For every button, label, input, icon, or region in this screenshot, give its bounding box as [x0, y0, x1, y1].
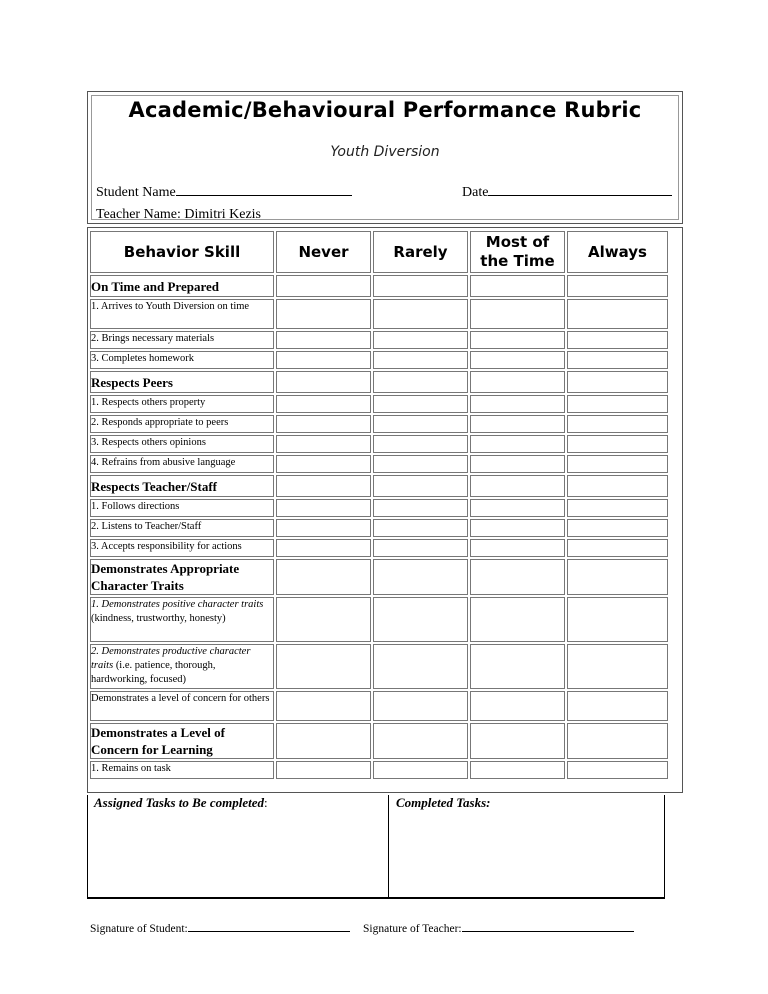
section-title: On Time and Prepared [90, 275, 274, 297]
rating-cell[interactable] [373, 331, 468, 349]
col-header-most: Most of the Time [470, 231, 565, 273]
rating-cell[interactable] [276, 723, 371, 759]
rating-cell[interactable] [567, 395, 668, 413]
skill-item-detail: Demonstrates a level of concern for others [91, 693, 270, 704]
rating-cell[interactable] [470, 415, 565, 433]
table-row [90, 644, 668, 689]
rating-cell[interactable] [470, 539, 565, 557]
table-row [90, 415, 668, 433]
skill-item [90, 597, 274, 642]
rating-cell[interactable] [276, 499, 371, 517]
rating-cell[interactable] [567, 371, 668, 393]
tasks-divider [388, 795, 389, 897]
section-row [90, 559, 668, 595]
assigned-tasks-label [94, 795, 268, 811]
rating-cell[interactable] [276, 761, 371, 779]
rating-cell[interactable] [470, 559, 565, 595]
date-line[interactable] [488, 182, 672, 196]
table-row [90, 395, 668, 413]
table-row [90, 597, 668, 642]
skill-item: 1. Respects others property [90, 395, 274, 413]
skill-item-italic: 2. Demonstrates productive character traits [91, 646, 251, 671]
rating-cell[interactable] [567, 415, 668, 433]
section-title: Demonstrates Appropriate Character Traits [90, 559, 274, 595]
student-name-label: Student Name [96, 185, 176, 200]
rating-cell[interactable] [567, 331, 668, 349]
rating-cell[interactable] [373, 455, 468, 473]
rating-cell[interactable] [276, 539, 371, 557]
rating-cell[interactable] [276, 691, 371, 721]
rating-cell[interactable] [373, 371, 468, 393]
date-field[interactable] [462, 182, 672, 201]
skill-item-detail: (i.e. patience, thorough, hardworking, focused) [91, 660, 216, 685]
rating-cell[interactable] [276, 559, 371, 595]
teacher-signature-field[interactable] [363, 918, 634, 935]
col-header-rarely: Rarely [373, 231, 468, 273]
rating-cell[interactable] [373, 275, 468, 297]
teacher-signature-label: Signature of Teacher: [363, 923, 462, 935]
completed-tasks-label: Completed Tasks: [396, 795, 491, 810]
section-title: Demonstrates a Level of Concern for Learning [90, 723, 274, 759]
skill-item: 1. Arrives to Youth Diversion on time [90, 299, 274, 329]
date-label: Date [462, 185, 489, 200]
header-box [87, 91, 683, 224]
rating-cell[interactable] [373, 539, 468, 557]
rating-cell[interactable] [567, 644, 668, 689]
rating-cell[interactable] [567, 761, 668, 779]
skill-item: 3. Accepts responsibility for actions [90, 539, 274, 557]
skill-item: 3. Respects others opinions [90, 435, 274, 453]
rating-cell[interactable] [276, 644, 371, 689]
col-header-skill: Behavior Skill [90, 231, 274, 273]
rating-cell[interactable] [276, 415, 371, 433]
rating-cell[interactable] [470, 299, 565, 329]
section-title: Respects Peers [90, 371, 274, 393]
rating-cell[interactable] [470, 761, 565, 779]
rating-cell[interactable] [276, 519, 371, 537]
rating-cell[interactable] [373, 723, 468, 759]
rating-cell[interactable] [567, 499, 668, 517]
section-row [90, 371, 668, 393]
rating-cell[interactable] [276, 275, 371, 297]
rating-cell[interactable] [373, 559, 468, 595]
student-name-field[interactable] [96, 182, 352, 201]
skill-item-detail: (kindness, trustworthy, honesty) [91, 613, 226, 624]
rating-cell[interactable] [567, 559, 668, 595]
student-signature-line[interactable] [188, 918, 350, 932]
table-row [90, 539, 668, 557]
teacher-name: Teacher Name: Dimitri Kezis [96, 207, 262, 222]
assigned-tasks-colon: : [263, 795, 268, 810]
skill-item: 1. Follows directions [90, 499, 274, 517]
rating-cell[interactable] [373, 475, 468, 497]
skill-item [90, 691, 274, 721]
rating-cell[interactable] [470, 331, 565, 349]
rating-cell[interactable] [470, 275, 565, 297]
assigned-tasks-text: Assigned Tasks to Be completed [94, 795, 264, 810]
rating-cell[interactable] [276, 299, 371, 329]
rating-cell[interactable] [470, 455, 565, 473]
rating-cell[interactable] [470, 519, 565, 537]
rubric-table-box [87, 227, 683, 793]
rating-cell[interactable] [276, 475, 371, 497]
skill-item: 2. Brings necessary materials [90, 331, 274, 349]
rating-cell[interactable] [373, 299, 468, 329]
teacher-signature-line[interactable] [462, 918, 634, 932]
rating-cell[interactable] [276, 597, 371, 642]
rating-cell[interactable] [470, 395, 565, 413]
page-subtitle: Youth Diversion [330, 144, 440, 160]
rating-cell[interactable] [373, 519, 468, 537]
skill-item-italic: 1. Demonstrates positive character traits [91, 599, 264, 610]
rating-cell[interactable] [567, 519, 668, 537]
skill-item: 2. Listens to Teacher/Staff [90, 519, 274, 537]
rating-cell[interactable] [470, 475, 565, 497]
table-row [90, 455, 668, 473]
rating-cell[interactable] [373, 435, 468, 453]
skill-item: 1. Remains on task [90, 761, 274, 779]
section-title: Respects Teacher/Staff [90, 475, 274, 497]
rating-cell[interactable] [470, 723, 565, 759]
rating-cell[interactable] [567, 723, 668, 759]
rating-cell[interactable] [276, 351, 371, 369]
page-title: Academic/Behavioural Performance Rubric [128, 98, 642, 122]
table-row [90, 691, 668, 721]
rating-cell[interactable] [276, 455, 371, 473]
rating-cell[interactable] [373, 351, 468, 369]
rating-cell[interactable] [567, 455, 668, 473]
section-row [90, 475, 668, 497]
col-header-never: Never [276, 231, 371, 273]
rating-cell[interactable] [567, 435, 668, 453]
table-header-row [90, 231, 668, 273]
rating-cell[interactable] [567, 299, 668, 329]
table-row [90, 299, 668, 329]
header-inner-border [91, 95, 679, 220]
col-header-always: Always [567, 231, 668, 273]
rating-cell[interactable] [470, 597, 565, 642]
rating-cell[interactable] [373, 644, 468, 689]
rating-cell[interactable] [373, 499, 468, 517]
table-row [90, 499, 668, 517]
rating-cell[interactable] [276, 395, 371, 413]
rating-cell[interactable] [470, 371, 565, 393]
section-row [90, 723, 668, 759]
rating-cell[interactable] [373, 395, 468, 413]
rating-cell[interactable] [567, 691, 668, 721]
rating-cell[interactable] [373, 597, 468, 642]
skill-item: 2. Responds appropriate to peers [90, 415, 274, 433]
rating-cell[interactable] [470, 691, 565, 721]
rating-cell[interactable] [567, 475, 668, 497]
rating-cell[interactable] [567, 597, 668, 642]
rating-cell[interactable] [567, 275, 668, 297]
rating-cell[interactable] [373, 691, 468, 721]
section-row [90, 275, 668, 297]
rating-cell[interactable] [470, 351, 565, 369]
tasks-box [87, 795, 665, 899]
rating-cell[interactable] [373, 761, 468, 779]
rating-cell[interactable] [276, 331, 371, 349]
rating-cell[interactable] [470, 435, 565, 453]
skill-item: 3. Completes homework [90, 351, 274, 369]
student-signature-label: Signature of Student: [90, 923, 188, 935]
table-row [90, 519, 668, 537]
rating-cell[interactable] [470, 499, 565, 517]
table-row [90, 761, 668, 779]
rubric-table [88, 229, 670, 781]
table-row [90, 435, 668, 453]
rating-cell[interactable] [567, 539, 668, 557]
table-row [90, 351, 668, 369]
skill-item [90, 644, 274, 689]
rating-cell[interactable] [276, 435, 371, 453]
table-row [90, 331, 668, 349]
student-name-line[interactable] [176, 182, 352, 196]
rating-cell[interactable] [470, 644, 565, 689]
rating-cell[interactable] [567, 351, 668, 369]
skill-item: 4. Refrains from abusive language [90, 455, 274, 473]
rating-cell[interactable] [276, 371, 371, 393]
student-signature-field[interactable] [90, 918, 350, 935]
rating-cell[interactable] [373, 415, 468, 433]
